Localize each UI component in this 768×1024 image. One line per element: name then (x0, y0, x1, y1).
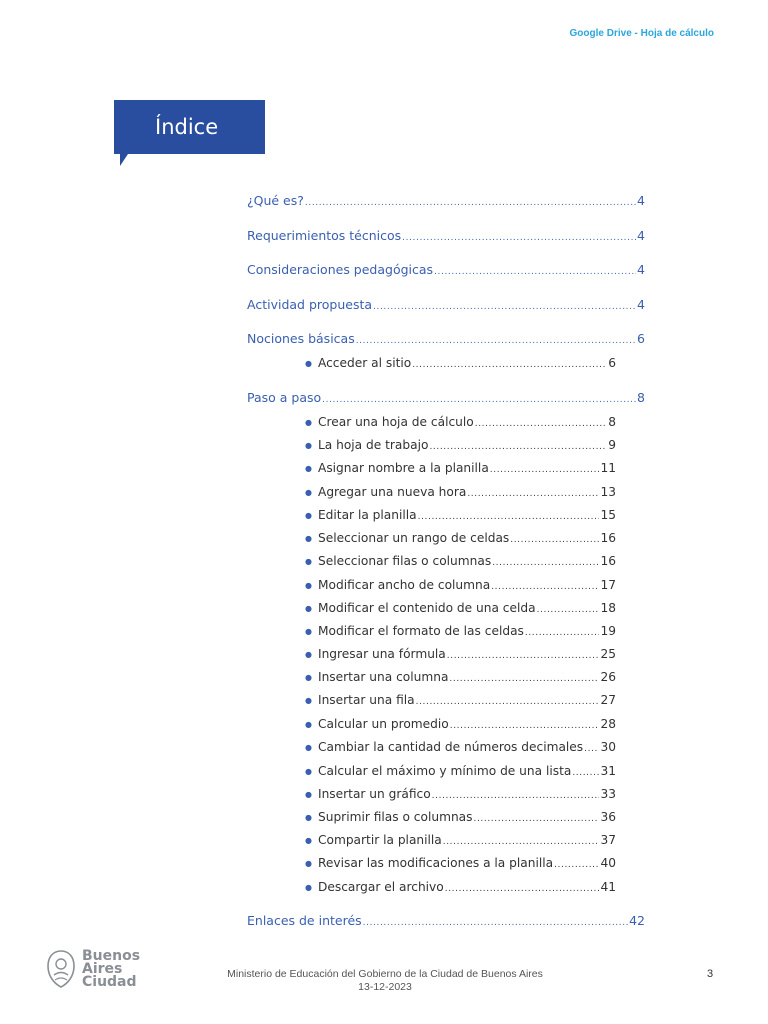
toc-leader (402, 230, 636, 246)
toc-leader (416, 694, 600, 710)
toc-subentry-label: Editar la planilla (317, 508, 417, 522)
toc-leader (584, 741, 599, 757)
bullet-icon: ● (305, 696, 312, 705)
toc-leader (525, 625, 600, 641)
toc-subentry[interactable] (305, 646, 616, 664)
bullet-icon: ● (305, 859, 312, 868)
toc-subentry-label: Insertar una columna (317, 670, 449, 684)
toc-subentry-label: Ingresar una fórmula (317, 647, 446, 661)
toc-leader (373, 299, 636, 315)
bullet-icon: ● (305, 790, 312, 799)
toc-entry-page: 8 (637, 390, 645, 405)
toc-entry-label: ¿Qué es? (247, 193, 304, 208)
toc-subentry-page: 6 (608, 356, 616, 370)
bullet-icon: ● (305, 418, 312, 427)
toc-subentry[interactable] (305, 739, 616, 757)
toc-entry-page: 4 (637, 193, 645, 208)
toc-leader (450, 718, 600, 734)
toc-leader (554, 857, 599, 873)
toc-subentry-page: 36 (600, 810, 616, 824)
toc-subentry-label: Agregar una nueva hora (317, 485, 467, 499)
bullet-icon: ● (305, 441, 312, 450)
toc-subentry[interactable] (305, 530, 616, 548)
bullet-icon: ● (305, 627, 312, 636)
toc-leader (491, 579, 599, 595)
toc-leader (434, 264, 636, 280)
toc-leader (305, 195, 636, 211)
toc-subentry-page: 11 (600, 461, 616, 475)
toc-subentry-label: Cambiar la cantidad de números decimales (317, 740, 584, 754)
toc-leader (356, 333, 636, 349)
toc-subentry-page: 8 (608, 415, 616, 429)
toc-entry[interactable] (247, 228, 645, 246)
toc-subentry-page: 19 (600, 624, 616, 638)
toc-leader (537, 602, 600, 618)
toc-leader (447, 648, 600, 664)
toc-subentry[interactable] (305, 786, 616, 804)
toc-subentry[interactable] (305, 577, 616, 595)
toc-subentry[interactable] (305, 507, 616, 525)
toc-subentry-label: Asignar nombre a la planilla (317, 461, 489, 475)
toc-entry-label: Requerimientos técnicos (247, 228, 402, 243)
toc-leader (572, 765, 599, 781)
bullet-icon: ● (305, 720, 312, 729)
toc-entry-label: Nociones básicas (247, 331, 355, 346)
toc-leader (418, 509, 600, 525)
toc-leader (467, 486, 599, 502)
toc-leader (475, 416, 608, 432)
footer-date: 13-12-2023 (358, 981, 412, 993)
bullet-icon: ● (305, 511, 312, 520)
toc-entry-page: 4 (637, 297, 645, 312)
toc-subentry-page: 41 (600, 880, 616, 894)
bullet-icon: ● (305, 359, 312, 368)
toc-leader (432, 788, 600, 804)
toc-subentry-page: 25 (600, 647, 616, 661)
toc-leader (445, 881, 600, 897)
toc-subentry-page: 37 (600, 833, 616, 847)
toc-subentry-page: 17 (600, 578, 616, 592)
toc-subentry-page: 33 (600, 787, 616, 801)
toc-subentry[interactable] (305, 460, 616, 478)
toc-subentry-label: Seleccionar un rango de celdas (317, 531, 510, 545)
toc-entry-label: Enlaces de interés (247, 913, 362, 928)
toc-subentry[interactable] (305, 484, 616, 502)
toc-subentry-label: Revisar las modificaciones a la planilla (317, 856, 554, 870)
toc-leader (363, 915, 628, 931)
toc-entry[interactable] (247, 390, 645, 408)
toc-subentry-page: 15 (600, 508, 616, 522)
toc-subentry[interactable] (305, 355, 616, 373)
toc-entry[interactable] (247, 193, 645, 211)
toc-subentry-label: Insertar un gráfico (317, 787, 431, 801)
toc-leader (443, 834, 600, 850)
toc-leader (474, 811, 600, 827)
toc-subentry-page: 26 (600, 670, 616, 684)
toc-subentry-page: 28 (600, 717, 616, 731)
logo-line: Aires (82, 960, 123, 977)
toc-subentry-label: Acceder al sitio (317, 356, 412, 370)
footer-text (200, 968, 570, 994)
toc-entry-page: 4 (637, 228, 645, 243)
toc-subentry-page: 16 (600, 531, 616, 545)
toc-subentry-page: 16 (600, 554, 616, 568)
toc-entry-page: 6 (637, 331, 645, 346)
bullet-icon: ● (305, 813, 312, 822)
toc-subentry[interactable] (305, 623, 616, 641)
toc-entry-label: Consideraciones pedagógicas (247, 262, 434, 277)
toc-entry[interactable] (247, 262, 645, 280)
toc-subentry[interactable] (305, 692, 616, 710)
toc-subentry-page: 40 (600, 856, 616, 870)
toc-subentry-label: Crear una hoja de cálculo (317, 415, 474, 429)
bullet-icon: ● (305, 673, 312, 682)
toc-subentry-label: Modificar el contenido de una celda (317, 601, 536, 615)
toc-subentry-label: Modificar el formato de las celdas (317, 624, 524, 638)
bullet-icon: ● (305, 650, 312, 659)
toc-subentry-label: Modificar ancho de columna (317, 578, 491, 592)
toc-subentry[interactable] (305, 809, 616, 827)
toc-subentry-label: La hoja de trabajo (317, 438, 429, 452)
toc-subentry-label: Calcular el máximo y mínimo de una lista (317, 764, 572, 778)
toc-subentry[interactable] (305, 553, 616, 571)
toc-subentry-label: Descargar el archivo (317, 880, 444, 894)
page-number: 3 (707, 968, 714, 980)
logo-line: Ciudad (82, 973, 137, 990)
bullet-icon: ● (305, 767, 312, 776)
toc-entry-label: Actividad propuesta (247, 297, 373, 312)
toc-subentry[interactable] (305, 600, 616, 618)
toc-entry[interactable] (247, 331, 645, 349)
toc-subentry-label: Compartir la planilla (317, 833, 442, 847)
buenos-aires-crest-icon (46, 949, 76, 989)
toc-subentry-label: Calcular un promedio (317, 717, 449, 731)
toc-leader (412, 357, 607, 373)
toc-leader (490, 462, 600, 478)
toc-subentry[interactable] (305, 763, 616, 781)
toc-subentry[interactable] (305, 437, 616, 455)
running-header: Google Drive - Hoja de cálculo (569, 28, 714, 39)
bullet-icon: ● (305, 488, 312, 497)
bullet-icon: ● (305, 836, 312, 845)
footer-ministry: Ministerio de Educación del Gobierno de la Ciudad de Buenos Aires (227, 968, 543, 980)
footer-logo (46, 949, 140, 989)
toc-leader (492, 555, 599, 571)
toc-subentry-page: 27 (600, 693, 616, 707)
toc-leader (322, 392, 636, 408)
toc-entry-page: 42 (629, 913, 645, 928)
bullet-icon: ● (305, 534, 312, 543)
toc-subentry-page: 9 (608, 438, 616, 452)
toc-leader (449, 671, 599, 687)
toc-leader (429, 439, 607, 455)
toc-subentry-page: 31 (600, 764, 616, 778)
toc-subentry-label: Seleccionar filas o columnas (317, 554, 492, 568)
toc-subentry[interactable] (305, 832, 616, 850)
bullet-icon: ● (305, 464, 312, 473)
toc-entry-page: 4 (637, 262, 645, 277)
toc-subentry-page: 13 (600, 485, 616, 499)
bullet-icon: ● (305, 743, 312, 752)
bullet-icon: ● (305, 604, 312, 613)
index-title: Índice (155, 115, 219, 139)
toc-leader (510, 532, 599, 548)
toc-subentry-label: Suprimir filas o columnas (317, 810, 473, 824)
toc-subentry[interactable] (305, 716, 616, 734)
bullet-icon: ● (305, 557, 312, 566)
logo-line: Buenos (82, 947, 141, 964)
toc-subentry[interactable] (305, 414, 616, 432)
toc-subentry[interactable] (305, 855, 616, 873)
bullet-icon: ● (305, 883, 312, 892)
toc-subentry-page: 18 (600, 601, 616, 615)
toc-subentry-page: 30 (600, 740, 616, 754)
toc-entry-label: Paso a paso (247, 390, 322, 405)
toc-entry[interactable] (247, 913, 645, 931)
bullet-icon: ● (305, 581, 312, 590)
toc-subentry[interactable] (305, 879, 616, 897)
toc-subentry[interactable] (305, 669, 616, 687)
toc-subentry-label: Insertar una fila (317, 693, 415, 707)
toc-entry[interactable] (247, 297, 645, 315)
